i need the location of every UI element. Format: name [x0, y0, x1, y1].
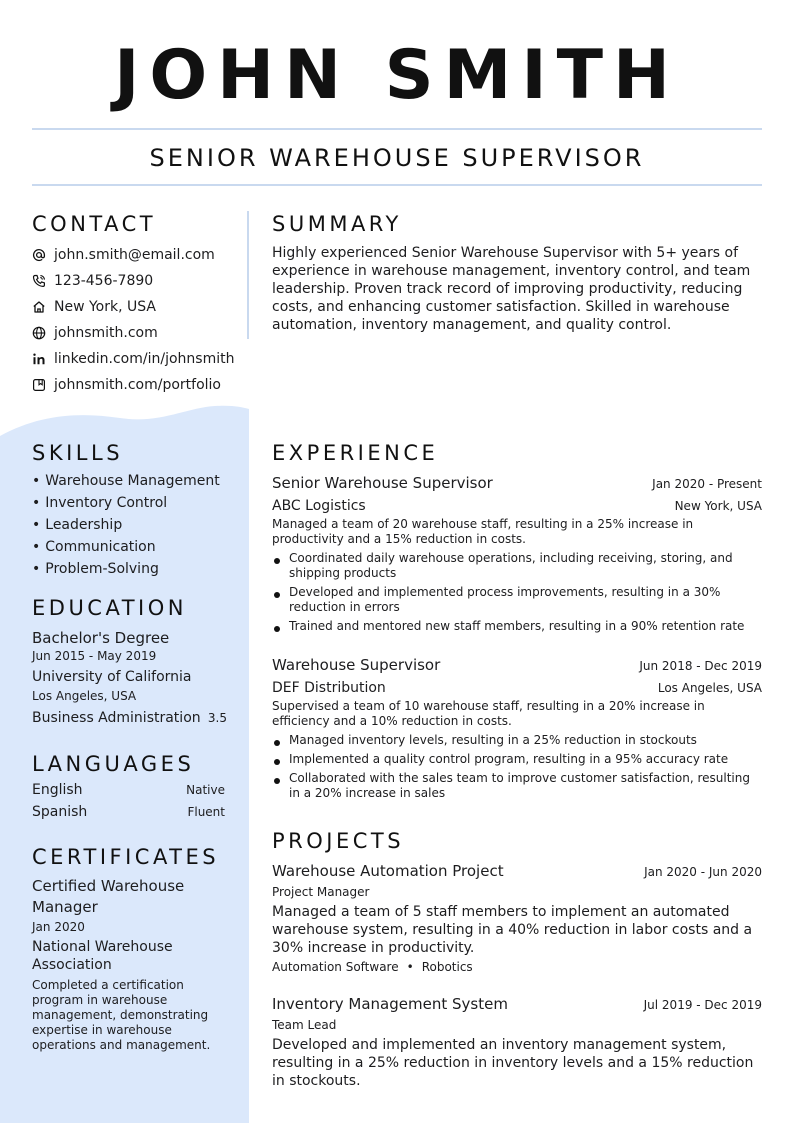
contact-heading: CONTACT: [32, 212, 157, 236]
education-field-row: [32, 706, 227, 730]
certificate-issuer: National Warehouse Association: [32, 939, 173, 973]
contact-email-text: john.smith@email.com: [54, 247, 215, 263]
home-icon: [32, 300, 46, 314]
contact-location: [32, 294, 242, 320]
job-bullet: Collaborated with the sales team to improve customer satisfaction, resulting in a 20% increase in sales: [272, 771, 762, 801]
job-bullet: Trained and mentored new staff members, resulting in a 90% retention rate: [272, 619, 762, 634]
education-gpa: 3.5: [207, 711, 227, 725]
project-name: Inventory Management System: [272, 995, 508, 1013]
job-bullets: [272, 551, 762, 634]
contact-portfolio-text: johnsmith.com/portfolio: [54, 377, 221, 393]
language-level: Fluent: [187, 805, 225, 819]
certificate-description: Completed a certification program in warehouse management, demonstrating expertise in warehouse operations and management.: [32, 978, 211, 1052]
contact-list: [32, 242, 242, 398]
language-name: English: [32, 782, 83, 798]
languages-list: [32, 782, 225, 826]
project-entry: [272, 994, 762, 1090]
project-name: Warehouse Automation Project: [272, 862, 504, 880]
certificates-heading: CERTIFICATES: [32, 845, 220, 869]
skill-item: • Inventory Control: [32, 492, 232, 514]
skills-heading: SKILLS: [32, 441, 124, 465]
education-field: Business Administration: [32, 710, 201, 726]
education-entry: [32, 628, 227, 730]
skills-list: [32, 470, 232, 580]
job-bullet: Developed and implemented process improvements, resulting in a 30% reduction in errors: [272, 585, 762, 615]
candidate-name: JOHN SMITH: [114, 36, 680, 115]
project-tag: Robotics: [421, 960, 473, 974]
contact-email[interactable]: [32, 242, 242, 268]
at-icon: [32, 248, 46, 262]
education-location: Los Angeles, USA: [32, 689, 137, 703]
globe-icon: [32, 326, 46, 340]
project-dates: Jan 2020 - Jun 2020: [644, 865, 762, 879]
contact-phone[interactable]: [32, 268, 242, 294]
header-rule-bottom: [32, 184, 762, 186]
contact-phone-text: 123-456-7890: [54, 273, 154, 289]
experience-entry: [272, 655, 762, 805]
header-rule-top: [32, 128, 762, 130]
tag-separator: •: [406, 960, 414, 974]
candidate-title: SENIOR WAREHOUSE SUPERVISOR: [149, 144, 645, 172]
linkedin-icon: [32, 352, 46, 366]
contact-location-text: New York, USA: [54, 299, 156, 315]
contact-website[interactable]: [32, 320, 242, 346]
job-description: Managed a team of 20 warehouse staff, resulting in a 25% increase in productivity and a 15% reduction in costs.: [272, 517, 694, 546]
skill-item: • Leadership: [32, 514, 232, 536]
contact-linkedin[interactable]: [32, 346, 242, 372]
certificate-name: Certified Warehouse Manager: [32, 877, 185, 916]
job-role: Warehouse Supervisor: [272, 656, 441, 674]
job-bullet: Implemented a quality control program, resulting in a 95% accuracy rate: [272, 752, 762, 767]
skill-item: • Problem-Solving: [32, 558, 232, 580]
education-heading: EDUCATION: [32, 596, 187, 620]
project-description: Developed and implemented an inventory management system, resulting in a 25% reduction in inventory levels and a 15% reduction in stockouts.: [272, 1037, 754, 1089]
summary-heading: SUMMARY: [272, 212, 402, 236]
job-company: ABC Logistics: [272, 498, 366, 514]
project-tag: Automation Software: [272, 960, 399, 974]
phone-icon: [32, 274, 46, 288]
experience-heading: EXPERIENCE: [272, 441, 439, 465]
experience-entry: [272, 473, 762, 638]
column-divider: [247, 211, 249, 339]
portfolio-icon: [32, 378, 46, 392]
summary-text: Highly experienced Senior Warehouse Supervisor with 5+ years of experience in warehouse management, inventory control, and team leadership. Proven track record of improving productivity, reducing costs, and enhancing customer satisfaction. Skilled in warehouse automation, inventory management, and quality control.: [272, 245, 751, 333]
education-degree: Bachelor's Degree: [32, 629, 170, 647]
job-bullet: Coordinated daily warehouse operations, including receiving, storing, and shipping products: [272, 551, 762, 581]
certificate-date: Jan 2020: [32, 920, 85, 934]
language-row: [32, 804, 225, 826]
certificate-entry: [32, 876, 232, 1053]
project-description: Managed a team of 5 staff members to implement an automated warehouse system, resulting in a 40% reduction in labor costs and a 30% increase in productivity.: [272, 904, 753, 956]
contact-website-text: johnsmith.com: [54, 325, 158, 341]
skill-item: • Communication: [32, 536, 232, 558]
skill-item: • Warehouse Management: [32, 470, 232, 492]
language-name: Spanish: [32, 804, 88, 820]
project-entry: [272, 861, 762, 976]
education-dates: Jun 2015 - May 2019: [32, 649, 157, 663]
job-location: New York, USA: [674, 499, 762, 513]
project-role: Team Lead: [272, 1018, 337, 1032]
language-level: Native: [186, 783, 225, 797]
projects-heading: PROJECTS: [272, 829, 405, 853]
education-school: University of California: [32, 669, 192, 685]
languages-heading: LANGUAGES: [32, 752, 195, 776]
job-role: Senior Warehouse Supervisor: [272, 474, 493, 492]
contact-linkedin-text: linkedin.com/in/johnsmith: [54, 351, 235, 367]
contact-portfolio[interactable]: [32, 372, 242, 398]
job-dates: Jun 2018 - Dec 2019: [639, 659, 762, 673]
job-dates: Jan 2020 - Present: [652, 477, 762, 491]
project-dates: Jul 2019 - Dec 2019: [643, 998, 762, 1012]
job-description: Supervised a team of 10 warehouse staff, resulting in a 20% increase in efficiency and a 10% reduction in costs.: [272, 699, 705, 728]
job-bullets: [272, 733, 762, 801]
job-bullet: Managed inventory levels, resulting in a 25% reduction in stockouts: [272, 733, 762, 748]
job-location: Los Angeles, USA: [657, 681, 762, 695]
project-role: Project Manager: [272, 885, 370, 899]
job-company: DEF Distribution: [272, 680, 386, 696]
language-row: [32, 782, 225, 804]
project-tags: [272, 958, 762, 976]
